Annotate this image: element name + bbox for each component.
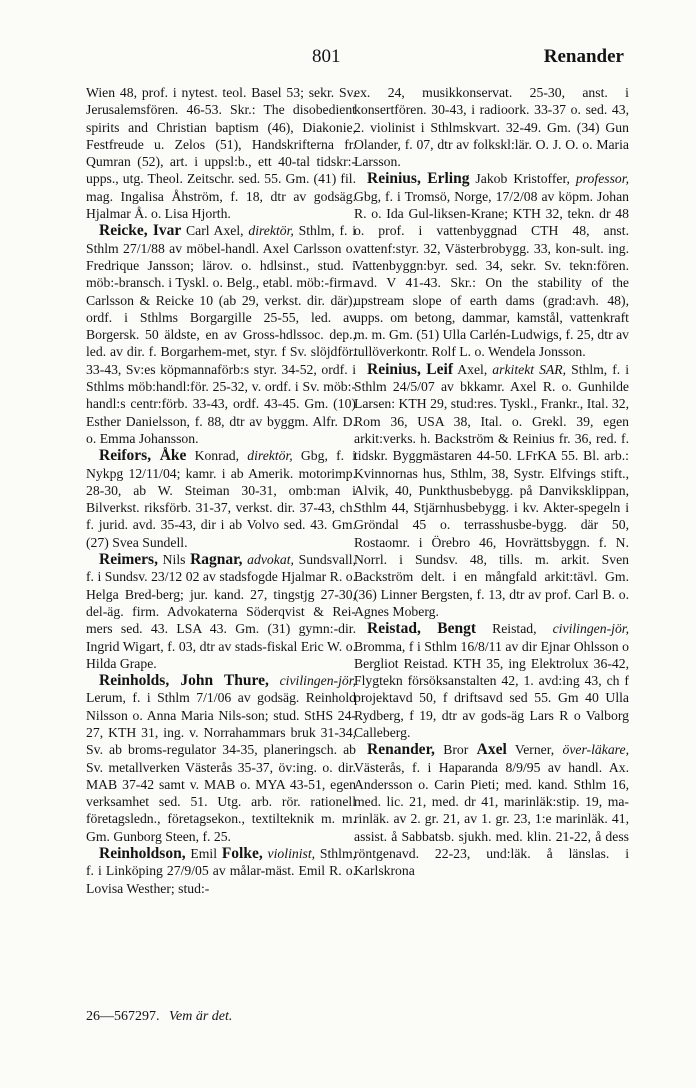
entry-title: direktör, (247, 448, 293, 464)
entry-text: ex. 24, musikkonservat. 25-30, anst. i konsertfören. 30-43, i radioork. 33-37 o. sed. 43, 2. violinist i Sthlmskvart. 32-49. Gm. (34) Gun Olander, f. 07, dtr av folkskl:lär. O. J. O. o. Maria Larsson. (354, 85, 629, 170)
entry-given-names: Nils (162, 552, 186, 568)
entry-name: Renander, (367, 741, 435, 759)
page-footer (86, 1009, 232, 1025)
entry-title: direktör, (248, 223, 294, 239)
biography-entry (86, 447, 356, 551)
entry-title: över-läkare, (562, 742, 629, 758)
entry-title: civilingen-jör, (552, 621, 630, 637)
entry-name: Reinius, Erling (367, 170, 470, 188)
entry-name: Reinius, Leif (367, 360, 453, 378)
entry-title: professor, (575, 171, 630, 187)
entry-title: violinist, (267, 846, 316, 862)
entry-text: Gbg, f. i Nykpg 12/11/04; kamr. i ab Amerik. motorimp. 28-30, ab W. Steiman 30-31, omb:man i Bilverkst. riksförb. 31-37, verkst. dir. 37-43, ch. f. jurid. avd. 35-43, dir i ab Volvo sed. 43. Gm. (27) Svea Sundell. (86, 448, 357, 550)
biography-entry (354, 361, 629, 620)
entry-text: Lerum, f. i Sthlm 7/1/06 av godsäg. Reinhold Nilsson o. Anna Maria Nils-son; stud. StHS 24-27, KTH 31, ing. v. Norrahammars bruk 31-34, Sv. ab broms-regulator 34-35, planeringsch. ab Sv. metallverken Västerås 35-37, öv:ing. o. dir. MAB 37-42 samt v. MAB o. MYA 43-51, egen verksamhet sed. 51. Utg. arb. rör. rationell företagsledn., företagsekon., textilteknik m. m. Gm. Gunborg Steen, f. 25. (86, 690, 356, 844)
entry-text: Sundsvall, f. i Sundsv. 23/12 02 av stadsfogde Hjalmar R. o. Helga Bred-berg; jur. kand. 27, tingstjg 27-30, del-äg. firm. Advokaterna Söderqvist & Rei-mers sed. 43. LSA 43. Gm. (31) gymn:-dir. Ingrid Wigart, f. 03, dtr av stads-fiskal Eric W. o. Hilda Grape. (86, 552, 357, 671)
biography-entry (354, 170, 629, 360)
entry-text: Gbg, f. i Tromsö, Norge, 17/2/08 av köpm. Johan R. o. Ida Gul-liksen-Krane; KTH 32, tekn. dr 48 o. prof. i vattenbyggnad CTH 48, anst. vattenf:styr. 32, Västerbrobygg. 33, kon-sult. ing. Vattenbyggn:byr. sed. 34, sekr. Sv. tekn:fören. avd. V 41-43. Skr.: On the stability of the upstream slope of earth dams (grad:avh. 48), upps. om betong, dammar, kamstål, vattenkraft m. m. Gm. (51) Ulla Carlén-Ludwigs, f. 25, dtr av tullöverkontr. Rolf L. o. Wendela Jonsson. (354, 188, 629, 360)
entry-name: Reinholds, John Thure, (99, 672, 269, 690)
biography-entry (354, 741, 629, 879)
entry-text: Västerås, f. i Haparanda 8/9/95 av handl. Ax. Andersson o. Carin Pieti; med. kand. Sthlm 16, med. lic. 21, med. dr 41, marinläk:stip. 19, ma-rinläk. av 2. gr. 21, av 1. gr. 23, 1:e marinläk. 41, assist. å Sabbatsb. sjukh. med. klin. 21-22, å dess röntgenavd. 22-23, und:läk. å länslas. i Karlskrona (354, 759, 629, 879)
entry-continuation (354, 84, 629, 170)
entry-given-names: Emil (190, 846, 218, 862)
right-column (354, 84, 629, 880)
entry-title: arkitekt SAR, (492, 361, 567, 377)
entry-text: Sthlm, f. i Sthlm 24/5/07 av bkkamr. Axel R. o. Gunhilde Larsen: KTH 29, stud:res. Tyskl., Frankr., Ital. 32, Rom 36, USA 38, Ital. o. Grekl. 39, egen arkit:verks. h. Backström & Reinius fr. 36, red. f. tidskr. Byggmästaren 44-50. LFrKA 55. Bl. arb.: Kvinnornas hus, Sthlm, 38, Systr. Elfvings stift., Alvik, 40, Punkthusbebygg. på Danviksklippan, Sthlm 44, Stjärnhusbebygg. i kv. Akter-spegeln i Gröndal 45 o. terrasshusbe-bygg. där 50, Rostaomr. i Örebro 46, Hovrättsbyggn. f. N. Norrl. i Sundsv. 48, tills. m. arkit. Sven Backström delt. i en mångfald arkit:tävl. Gm. (36) Linner Bergsten, f. 13, dtr av prof. Carl B. o. Agnes Moberg. (354, 361, 630, 619)
entry-name: Reinholdson, (99, 845, 186, 863)
print-code: 26—567297. (86, 1009, 160, 1024)
entry-name: Reistad, Bengt (367, 620, 477, 638)
entry-name-extra: Ragnar, (190, 551, 243, 569)
entry-given-names: Jakob Kristoffer, (475, 171, 570, 187)
entry-continuation (86, 84, 356, 222)
biography-entry (86, 551, 356, 672)
biography-entry (86, 222, 356, 447)
entry-title: civilingen-jör, (279, 673, 356, 689)
entry-name: Reifors, Åke (99, 447, 187, 465)
entry-given-names: Konrad, (194, 448, 240, 464)
entry-text: Sthlm, f. i Sthlm 27/1/88 av möbel-handl. Axel Carlsson o. Fredrique Jansson; lärov. o. hdlsinst., stud. i möb:-bransch. i Tyskl. o. Belg., etabl. möb:-firm. Carlsson & Reicke 10 (ab 29, verkst. dir. där), ordf. i Sthlms Borgargille 25-55, led. av Borgersk. 50 äldste, en av Gross-hdlssoc. dep., led. av dir. f. Borgarhem-met, styr. f Sv. slöjdför. 33-43, Sv:es köpmannaförb:s styr. 34-52, ordf. i Sthlms möb:handl:för. 25-32, v. ordf. i Sv. möb:-handl:s centr:förb. 33-43, ordf. 43-45. Gm. (10) Esther Danielsson, f. 88, dtr av byggm. Alfr. D. o. Emma Johansson. (86, 223, 357, 446)
entry-text: Sthlm, f. i Linköping 27/9/05 av målar-mäst. Emil R. o. Lovisa Westher; stud:- (86, 846, 357, 896)
entry-given-names: Reistad, (492, 621, 537, 637)
page-header (86, 46, 624, 74)
entry-text: Bromma, f i Sthlm 16/8/11 av dir Ejnar Ohlsson o Bergliot Reistad. KTH 35, ing Elektrolux 36-42, Flygtekn försöksanstalten 42, 1. avd:ing 43, ch f projektavd 50, f driftsavd sed 55. Gm 40 Ulla Rydberg, f 19, dtr av gods-äg Lars R o Valborg Calleberg. (354, 638, 629, 740)
entry-name: Reimers, (99, 551, 158, 569)
biography-entry (86, 845, 356, 897)
running-head: Renander (543, 46, 624, 67)
biography-entry (86, 672, 356, 845)
entry-given-names-extra: Verner, (514, 742, 555, 758)
book-title: Vem är det. (169, 1009, 233, 1024)
entry-given-names: Axel, (457, 361, 488, 377)
entry-title: advokat, (247, 552, 294, 568)
entry-name: Reicke, Ivar (99, 222, 182, 240)
biography-entry (354, 620, 629, 741)
entry-text: Wien 48, prof. i nytest. teol. Basel 53; sekr. Sv. Jerusalemsfören. 46-53. Skr.: The disobedient spirits and Christian baptism (46), Diakonie, Festfreude u. Zelos (51), Handskrifterna fr. Qumran (52), art. i uppsl:b., ett 40-tal tidskr:-upps., utg. Theol. Zeitschr. sed. 55. Gm. (41) fil. mag. Ingalisa Åhström, f. 18, dtr av godsäg. Hjalmar Å. o. Lisa Hjorth. (86, 85, 356, 222)
entry-name-extra: Axel (476, 741, 507, 759)
page-number: 801 (312, 46, 341, 67)
entry-given-names: Bror (443, 742, 469, 758)
entry-given-names: Carl Axel, (186, 223, 244, 239)
left-column (86, 84, 356, 897)
entry-name-extra: Folke, (221, 845, 263, 863)
